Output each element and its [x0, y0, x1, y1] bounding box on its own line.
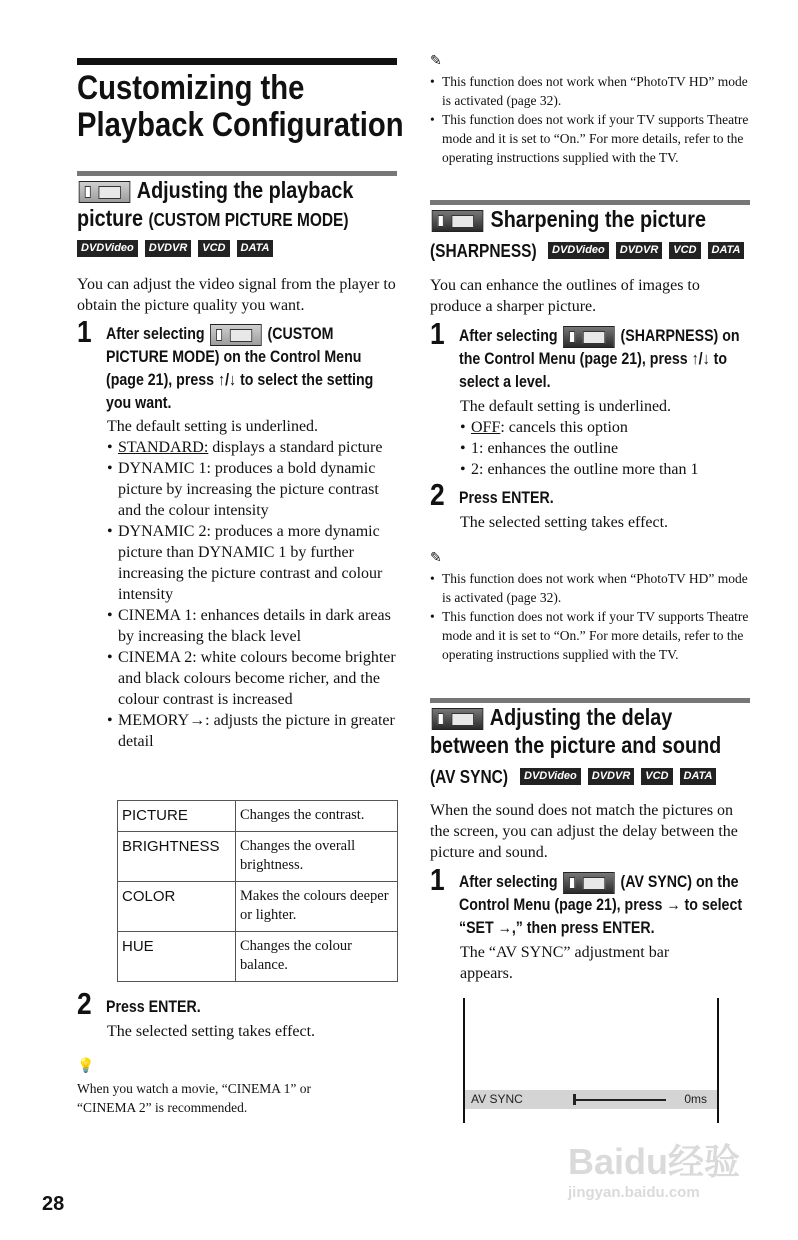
- av-sync-strip: [465, 1090, 717, 1109]
- avsync-disc-badges: [520, 768, 716, 785]
- sharpness-icon: [432, 210, 484, 232]
- cpm-intro: You can adjust the video signal from the player to obtain the picture quality you want.: [77, 276, 396, 314]
- cpm-section-title: Adjusting the playback picture (CUSTOM PICTURE MODE): [77, 177, 354, 231]
- sharp-intro: You can enhance the outlines of images to produce a sharper picture.: [430, 277, 700, 315]
- note-icon: ✎: [430, 53, 442, 69]
- cpm-step1-instruction: After selecting (CUSTOM PICTURE MODE) on the Control Menu (page 21), press ↑/↓ to select the setting you want.: [106, 325, 374, 412]
- avsync-step1-number: 1: [430, 862, 445, 897]
- list-item: • CINEMA 1: enhances details in dark areas by increasing the black level: [107, 605, 399, 647]
- badge-dvd-vr: DVDVR: [145, 240, 192, 257]
- table-row: BRIGHTNESS Changes the overall brightness.: [118, 832, 398, 882]
- list-item: • MEMORY→: adjusts the picture in greater detail: [107, 710, 399, 752]
- list-item: • CINEMA 2: white colours become brighter and black colours become richer, and the colour contrast is increased: [107, 647, 399, 710]
- table-row: HUE Changes the colour balance.: [118, 932, 398, 982]
- cpm-options-list: [107, 437, 399, 752]
- sharp-step2-instruction: Press ENTER.: [459, 489, 554, 507]
- av-sync-adjustment-bar: [463, 998, 719, 1123]
- cpm-step2-instruction: Press ENTER.: [106, 998, 201, 1016]
- cpm-default-note: The default setting is underlined.: [107, 418, 319, 435]
- list-item: • This function does not work when “PhotoTV HD” mode is activated (page 32).: [430, 72, 752, 110]
- note-mid-list: [430, 569, 752, 664]
- sharp-step2-number: 2: [430, 477, 445, 512]
- list-item: • 2: enhances the outline more than 1: [460, 459, 752, 480]
- page-title: Customizing the Playback Configuration: [77, 69, 404, 144]
- badge-vcd: VCD: [641, 768, 672, 785]
- badge-data: DATA: [708, 242, 745, 259]
- bar-frame-right: [717, 998, 719, 1123]
- badge-vcd: VCD: [669, 242, 700, 259]
- badge-vcd: VCD: [198, 240, 229, 257]
- cpm-disc-badges: [77, 240, 273, 257]
- av-sync-value: 0ms: [684, 1092, 707, 1106]
- list-item: • This function does not work if your TV supports Theatre mode and it is set to “On.” For more details, refer to the operating instructions supplied with the TV.: [430, 607, 752, 664]
- title-rule: [77, 58, 397, 65]
- badge-data: DATA: [680, 768, 717, 785]
- list-item: • OFF: cancels this option: [460, 417, 752, 438]
- avsync-step1-result: The “AV SYNC” adjustment bar appears.: [460, 944, 670, 982]
- sharp-disc-badges: [548, 242, 744, 259]
- av-sync-slider-knob[interactable]: [573, 1094, 576, 1105]
- list-item: • This function does not work if your TV supports Theatre mode and it is set to “On.” For more details, refer to the operating instructions supplied with the TV.: [430, 110, 752, 167]
- cpm-step2-number: 2: [77, 986, 92, 1021]
- custom-picture-mode-icon: [210, 324, 262, 346]
- avsync-section-title: Adjusting the delay between the picture and sound: [430, 704, 722, 758]
- badge-dvd-video: DVDVideo: [77, 240, 138, 257]
- table-row: COLOR Makes the colours deeper or lighter.: [118, 882, 398, 932]
- cpm-step2-result: The selected setting takes effect.: [107, 1023, 316, 1040]
- note-icon: ✎: [430, 550, 442, 566]
- sharp-step1-number: 1: [430, 316, 445, 351]
- badge-dvd-vr: DVDVR: [588, 768, 635, 785]
- badge-dvd-video: DVDVideo: [520, 768, 581, 785]
- baidu-watermark: Baidu经验: [568, 1141, 741, 1182]
- cpm-tip-text: When you watch a movie, “CINEMA 1” or “CINEMA 2” is recommended.: [77, 1081, 311, 1115]
- custom-picture-mode-icon: [79, 181, 131, 203]
- list-item: • 1: enhances the outline: [460, 438, 752, 459]
- av-sync-icon: [432, 708, 484, 730]
- cpm-step1-number: 1: [77, 314, 92, 349]
- note-top-list: [430, 72, 752, 167]
- av-sync-slider-track[interactable]: [573, 1099, 666, 1101]
- sharp-step2-result: The selected setting takes effect.: [460, 514, 669, 531]
- avsync-intro: When the sound does not match the pictures on the screen, you can adjust the delay between the picture and sound.: [430, 802, 738, 861]
- sharpness-icon: [563, 326, 615, 348]
- table-row: PICTURE Changes the contrast.: [118, 801, 398, 832]
- avsync-section-subtitle: (AV SYNC): [430, 767, 508, 787]
- badge-dvd-video: DVDVideo: [548, 242, 609, 259]
- sharp-section-title: Sharpening the picture: [430, 205, 760, 233]
- baidu-watermark-url: jingyan.baidu.com: [568, 1184, 700, 1201]
- av-sync-label: AV SYNC: [471, 1092, 523, 1106]
- list-item: • DYNAMIC 2: produces a more dynamic picture than DYNAMIC 1 by further increasing the picture contrast and colour intensity: [107, 521, 399, 605]
- badge-data: DATA: [237, 240, 274, 257]
- sharp-step1-instruction: After selecting (SHARPNESS) on the Control Menu (page 21), press ↑/↓ to select a level.: [459, 327, 740, 391]
- tip-icon: 💡: [77, 1058, 95, 1074]
- sharp-options-list: [460, 417, 752, 480]
- av-sync-icon: [563, 872, 615, 894]
- sharp-default-note: The default setting is underlined.: [460, 398, 672, 415]
- badge-dvd-vr: DVDVR: [616, 242, 663, 259]
- sharp-section-subtitle: (SHARPNESS): [430, 241, 537, 261]
- page-number: 28: [42, 1193, 65, 1215]
- memory-settings-table: [117, 800, 398, 982]
- list-item: • DYNAMIC 1: produces a bold dynamic picture by increasing the picture contrast and the colour intensity: [107, 458, 399, 521]
- list-item: • STANDARD: displays a standard picture: [107, 437, 399, 458]
- avsync-step1-instruction: After selecting (AV SYNC) on the Control Menu (page 21), press → to select “SET →,” then press ENTER.: [459, 873, 743, 937]
- list-item: • This function does not work when “PhotoTV HD” mode is activated (page 32).: [430, 569, 752, 607]
